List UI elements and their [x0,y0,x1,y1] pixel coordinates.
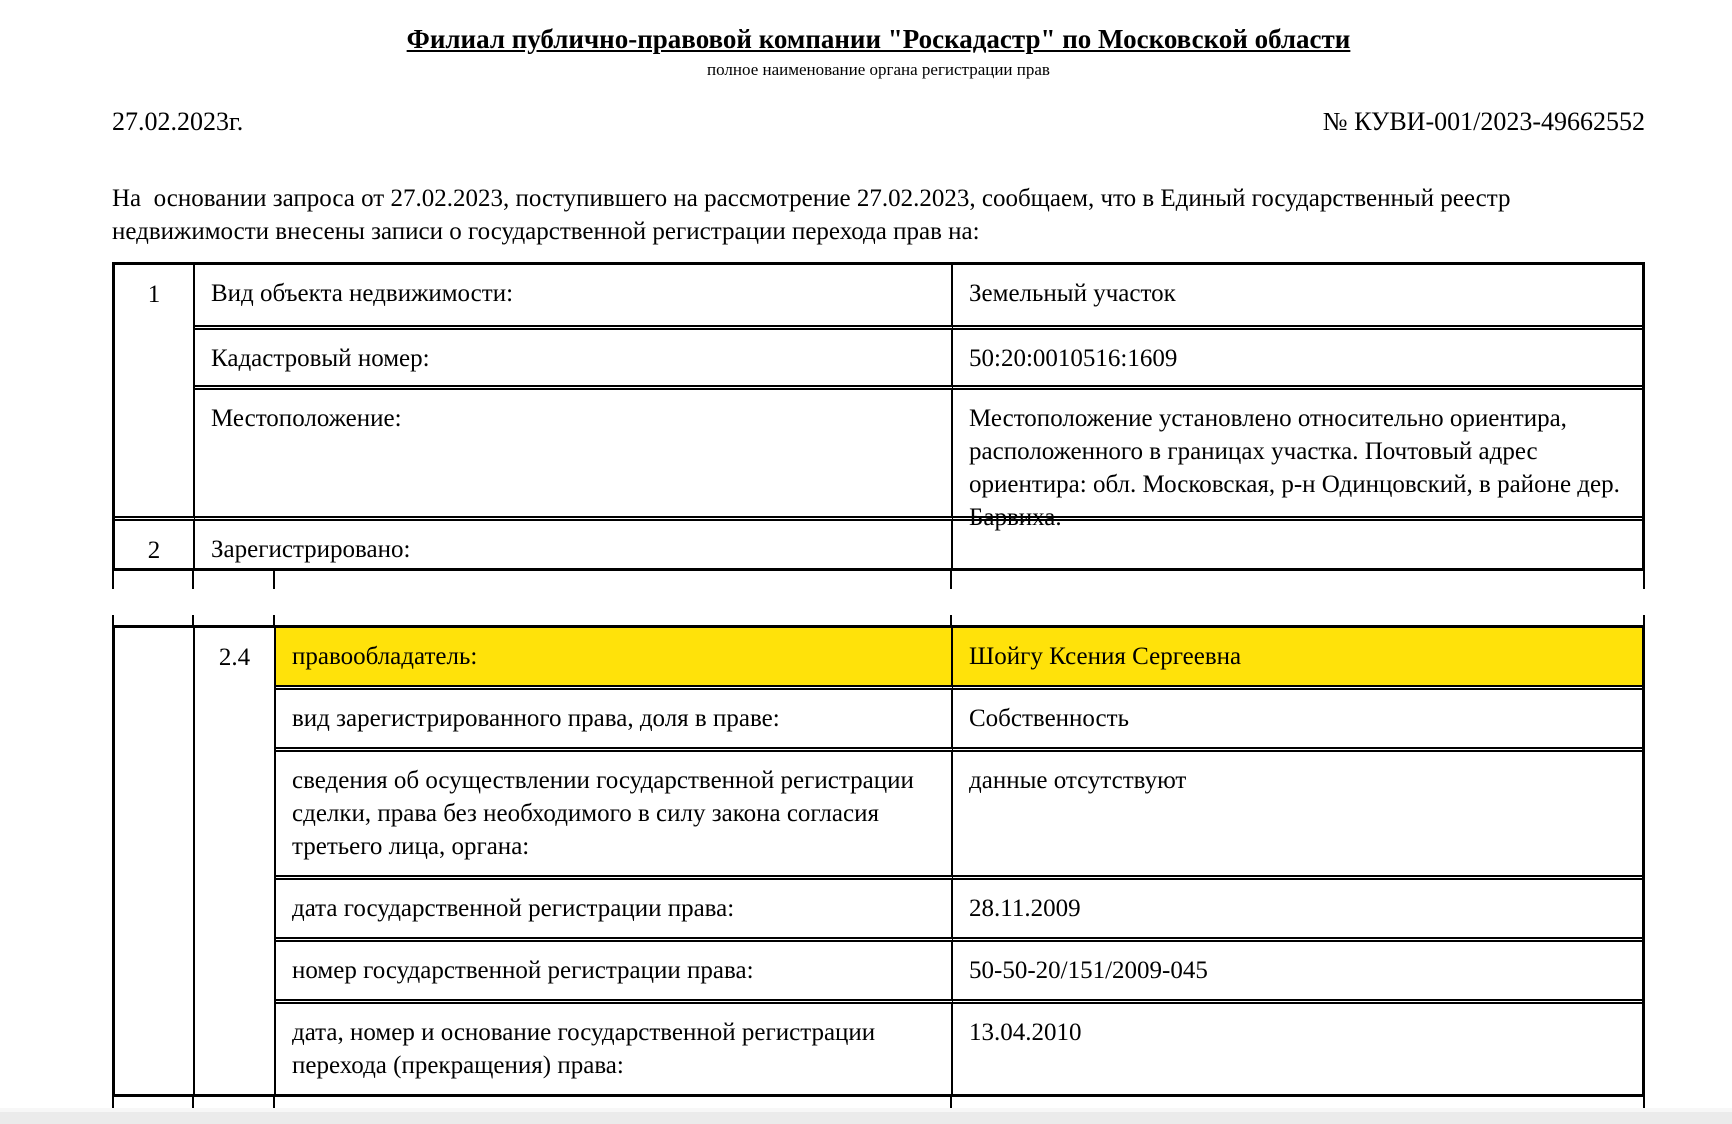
rights-table-cut-top [112,615,1645,625]
right-type-value: Собственность [953,685,1642,747]
rights-table-spacer-column [115,628,195,1094]
rights-table [112,625,1645,1097]
registration-date-value: 28.11.2009 [953,875,1642,937]
transfer-registration-label: дата, номер и основание государственной регистрации перехода (прекращения) права: [276,999,953,1094]
registration-authority-title: Филиал публично-правовой компании "Роскадастр" по Московской области [406,24,1351,54]
right-holder-value: Шойгу Ксения Сергеевна [953,628,1642,685]
intro-paragraph: На основании запроса от 27.02.2023, поступившего на рассмотрение 27.02.2023, сообщаем, что в Единый государственный реестр недвижимости внесены записи о государственной регистрации перехода прав на: [112,185,1517,245]
object-type-value: Земельный участок [969,280,1176,307]
registered-value [953,516,1642,568]
registration-date-label: дата государственной регистрации права: [276,875,953,937]
cadastral-number-label: Кадастровый номер: [195,325,953,385]
viewer-bottom-strip [0,1108,1732,1124]
document-number: № КУВИ-001/2023-49662552 [1322,107,1645,136]
registered-label: Зарегистрировано: [195,516,953,568]
registration-number-value: 50-50-20/151/2009-045 [953,937,1642,999]
location-value: Местоположение установлено относительно ориентира, расположенного в границах участка. Почтовый адрес ориентира: обл. Московская, р-н Одинцовский, в районе дер. Барвиха. [953,385,1642,516]
object-table-cut-row [112,571,1645,589]
registration-number-label: номер государственной регистрации права: [276,937,953,999]
object-type-label: Вид объекта недвижимости: [195,265,953,325]
document-date: 27.02.2023г. [112,107,244,136]
object-table [112,262,1645,571]
object-table-index: 1 [115,265,195,516]
registered-index: 2 [115,516,195,568]
rights-table-index: 2.4 [195,628,276,1094]
tables-gap [112,589,1645,615]
registration-authority-subtitle: полное наименование органа регистрации прав [707,60,1050,79]
document-meta-row [112,105,1645,138]
transfer-registration-value: 13.04.2010 [953,999,1642,1094]
right-holder-label: правообладатель: [276,628,953,685]
location-label: Местоположение: [195,385,953,516]
cadastral-number-value: 50:20:0010516:1609 [953,325,1642,385]
third-party-consent-value: данные отсутствуют [953,747,1642,875]
right-type-label: вид зарегистрированного права, доля в праве: [276,685,953,747]
third-party-consent-label: сведения об осуществлении государственной регистрации сделки, права без необходимого в силу закона согласия третьего лица, органа: [276,747,953,875]
document-content [112,22,1645,1111]
